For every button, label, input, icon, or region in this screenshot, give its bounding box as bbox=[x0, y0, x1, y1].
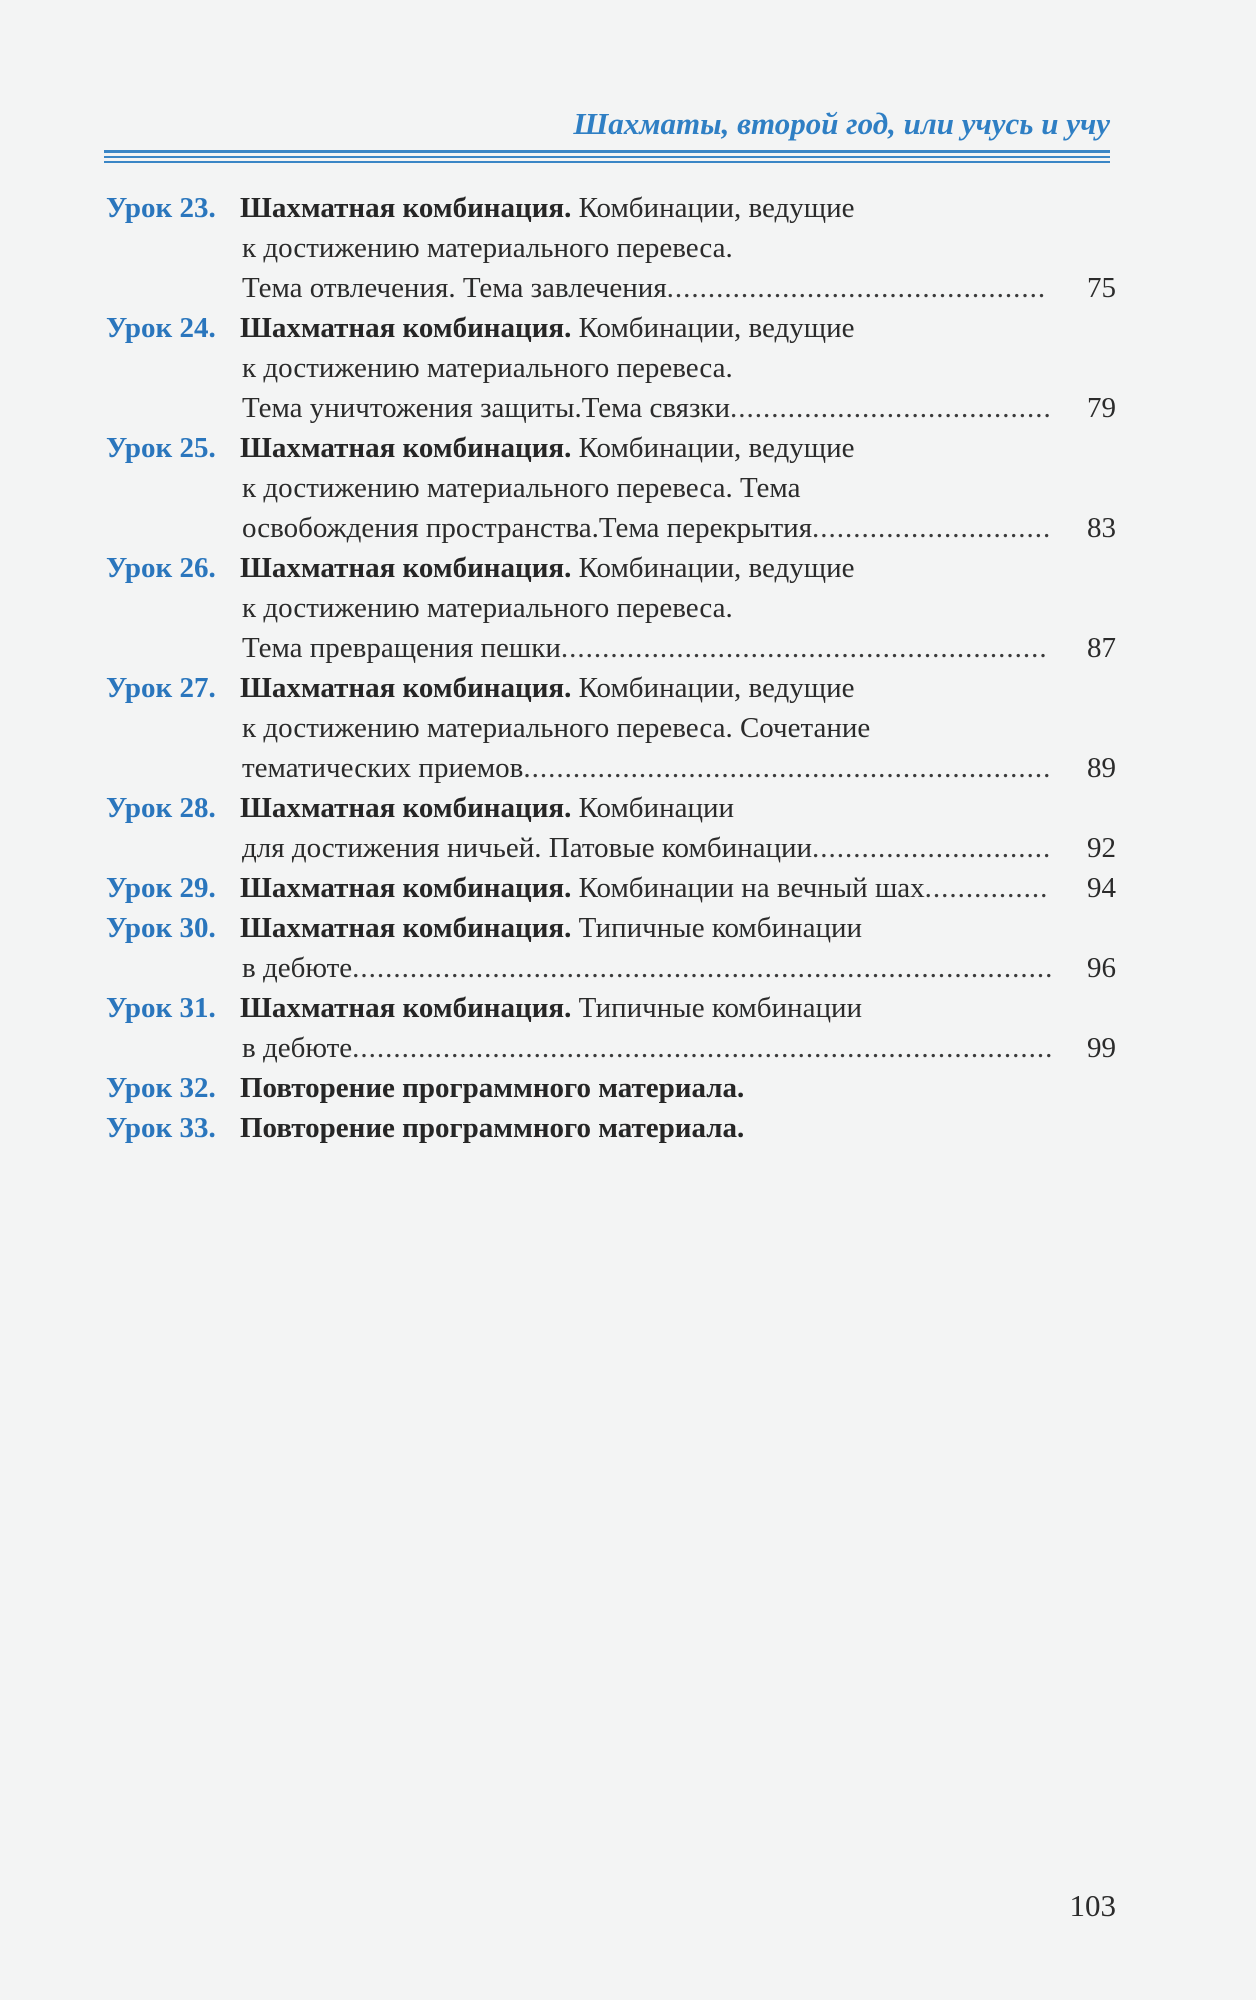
toc-line bbox=[106, 668, 1116, 708]
lesson-subject: Шахматная комбинация. bbox=[240, 912, 572, 944]
header-rule bbox=[104, 150, 1110, 153]
lesson-description: Тема уничтожения защиты.Тема связки bbox=[242, 392, 731, 424]
toc-line bbox=[106, 748, 1116, 788]
leader-dots: ................................................................ bbox=[523, 752, 1052, 784]
lesson-description: Типичные комбинации bbox=[578, 992, 863, 1024]
toc-line bbox=[106, 828, 1116, 868]
leader-dots: ..................................................................................... bbox=[352, 1032, 1054, 1064]
page-ref: 83 bbox=[1087, 512, 1116, 544]
leader-dots: .............................................. bbox=[666, 272, 1047, 304]
header-rule bbox=[104, 161, 1110, 163]
lesson-number: Урок 30. bbox=[106, 912, 216, 944]
toc-line bbox=[106, 908, 1116, 948]
toc-line bbox=[106, 1028, 1116, 1068]
toc-line bbox=[106, 988, 1116, 1028]
toc-line bbox=[106, 428, 1116, 468]
lesson-number: Урок 28. bbox=[106, 792, 216, 824]
lesson-subject: Шахматная комбинация. bbox=[240, 672, 572, 704]
lesson-description: Комбинации на вечный шах bbox=[578, 872, 925, 904]
lesson-description: Комбинации, ведущие bbox=[578, 672, 855, 704]
page-number: 103 bbox=[1069, 1888, 1116, 1923]
lesson-number: Урок 23. bbox=[106, 192, 216, 224]
lesson-description: к достижению материального перевеса. bbox=[242, 592, 733, 624]
leader-dots: ........................................................... bbox=[560, 632, 1048, 664]
toc-entry bbox=[106, 428, 1116, 548]
toc-line bbox=[106, 1108, 1116, 1148]
lesson-subject: Шахматная комбинация. bbox=[240, 552, 572, 584]
lesson-number: Урок 33. bbox=[106, 1112, 216, 1144]
toc-entry bbox=[106, 668, 1116, 788]
lesson-description: Комбинации, ведущие bbox=[578, 312, 855, 344]
lesson-subject: Шахматная комбинация. bbox=[240, 432, 572, 464]
toc-entry bbox=[106, 548, 1116, 668]
toc-line bbox=[106, 348, 1116, 388]
lesson-description: к достижению материального перевеса. bbox=[242, 352, 733, 384]
lesson-description: в дебюте bbox=[242, 1032, 353, 1064]
lesson-description: освобождения пространства.Тема перекрытия bbox=[242, 512, 813, 544]
toc-line bbox=[106, 228, 1116, 268]
toc-entry bbox=[106, 188, 1116, 308]
toc-line bbox=[106, 628, 1116, 668]
lesson-description: тематических приемов bbox=[242, 752, 524, 784]
lesson-number: Урок 24. bbox=[106, 312, 216, 344]
lesson-subject: Повторение программного материала. bbox=[240, 1072, 745, 1104]
leader-dots: ............................. bbox=[812, 832, 1052, 864]
lesson-subject: Шахматная комбинация. bbox=[240, 872, 572, 904]
lesson-description: к достижению материального перевеса. Сочетание bbox=[242, 712, 871, 744]
toc-line bbox=[106, 508, 1116, 548]
page-ref: 75 bbox=[1087, 272, 1116, 304]
leader-dots: ............... bbox=[924, 872, 1049, 904]
lesson-subject: Шахматная комбинация. bbox=[240, 192, 572, 224]
page-ref: 92 bbox=[1087, 832, 1116, 864]
lesson-description: в дебюте bbox=[242, 952, 353, 984]
toc-entry bbox=[106, 788, 1116, 868]
lesson-description: для достижения ничьей. Патовые комбинации bbox=[242, 832, 813, 864]
toc-entry bbox=[106, 868, 1116, 908]
lesson-subject: Шахматная комбинация. bbox=[240, 312, 572, 344]
toc-entry bbox=[106, 308, 1116, 428]
toc-entry bbox=[106, 988, 1116, 1068]
toc-line bbox=[106, 1068, 1116, 1108]
page-ref: 99 bbox=[1087, 1032, 1116, 1064]
lesson-subject: Повторение программного материала. bbox=[240, 1112, 745, 1144]
running-title: Шахматы, второй год, или учусь и учу bbox=[573, 106, 1110, 141]
toc-entry bbox=[106, 1108, 1116, 1148]
toc-line bbox=[106, 708, 1116, 748]
toc-line bbox=[106, 868, 1116, 908]
toc-line bbox=[106, 948, 1116, 988]
lesson-description: Тема превращения пешки bbox=[242, 632, 561, 664]
lesson-number: Урок 27. bbox=[106, 672, 216, 704]
page-ref: 87 bbox=[1087, 632, 1116, 664]
lesson-number: Урок 26. bbox=[106, 552, 216, 584]
toc-entry bbox=[106, 1068, 1116, 1108]
toc-line bbox=[106, 788, 1116, 828]
leader-dots: ....................................... bbox=[730, 392, 1052, 424]
lesson-subject: Шахматная комбинация. bbox=[240, 792, 572, 824]
page-ref: 96 bbox=[1087, 952, 1116, 984]
lesson-description: Типичные комбинации bbox=[578, 912, 863, 944]
lesson-subject: Шахматная комбинация. bbox=[240, 992, 572, 1024]
page-ref: 94 bbox=[1087, 872, 1116, 904]
leader-dots: ..................................................................................... bbox=[352, 952, 1054, 984]
toc-line bbox=[106, 308, 1116, 348]
lesson-description: Комбинации bbox=[578, 792, 735, 824]
page-ref: 79 bbox=[1087, 392, 1116, 424]
lesson-description: Комбинации, ведущие bbox=[578, 192, 855, 224]
toc-line bbox=[106, 188, 1116, 228]
lesson-description: к достижению материального перевеса. bbox=[242, 232, 733, 264]
page-ref: 89 bbox=[1087, 752, 1116, 784]
lesson-description: к достижению материального перевеса. Тема bbox=[242, 472, 801, 504]
toc-line bbox=[106, 548, 1116, 588]
toc-line bbox=[106, 588, 1116, 628]
toc-line bbox=[106, 388, 1116, 428]
table-of-contents bbox=[106, 188, 1116, 1148]
toc-line bbox=[106, 268, 1116, 308]
lesson-number: Урок 32. bbox=[106, 1072, 216, 1104]
lesson-number: Урок 31. bbox=[106, 992, 216, 1024]
toc-entry bbox=[106, 908, 1116, 988]
lesson-description: Комбинации, ведущие bbox=[578, 552, 855, 584]
lesson-number: Урок 25. bbox=[106, 432, 216, 464]
lesson-number: Урок 29. bbox=[106, 872, 216, 904]
lesson-description: Комбинации, ведущие bbox=[578, 432, 855, 464]
leader-dots: ............................. bbox=[812, 512, 1052, 544]
header-rule bbox=[104, 156, 1110, 158]
lesson-description: Тема отвлечения. Тема завлечения bbox=[242, 272, 667, 304]
toc-line bbox=[106, 468, 1116, 508]
